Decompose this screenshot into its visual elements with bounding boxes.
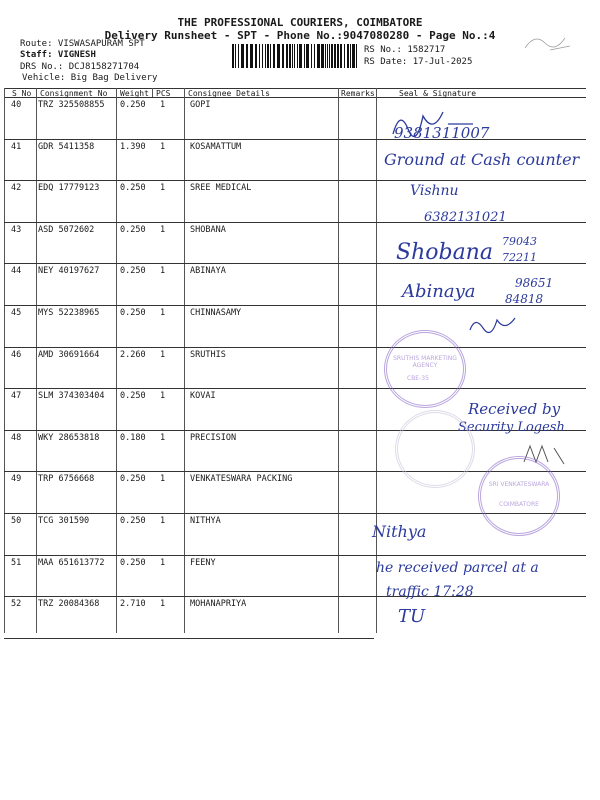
- row-sno: 43: [11, 224, 22, 235]
- row-consignment: TRZ 325508855: [38, 100, 105, 110]
- row-divider: [4, 139, 586, 140]
- row-consignee: ABINAYA: [190, 266, 226, 277]
- signature-row-40: [388, 104, 478, 144]
- handwriting-row-51b: traffic 17:28: [386, 584, 474, 600]
- barcode-bar: [282, 44, 284, 68]
- col-divider: [4, 88, 5, 633]
- drs-text: DRS No.: DCJ8158271704: [20, 62, 140, 72]
- barcode-bar: [270, 44, 271, 68]
- row-weight: 0.250: [120, 516, 146, 526]
- row-divider: [4, 638, 374, 639]
- barcode-bar: [352, 44, 355, 68]
- row-consignment: MYS 52238965: [38, 308, 100, 318]
- row-consignment: GDR 5411358: [38, 141, 95, 152]
- handwriting-row-40: 9381311007: [394, 124, 490, 142]
- barcode-bar: [329, 44, 330, 68]
- row-consignment: TCG 301590: [38, 516, 90, 526]
- col-divider: [152, 88, 153, 97]
- handwriting-row-44-num2: 84818: [505, 292, 544, 306]
- col-divider: [36, 88, 37, 633]
- row-sno: 47: [11, 391, 22, 402]
- handwriting-row-44-num1: 98651: [515, 276, 554, 290]
- row-sno: 46: [11, 349, 22, 360]
- row-pcs: 1: [160, 100, 166, 110]
- row-consignee: SREE MEDICAL: [190, 183, 252, 194]
- barcode-bar: [311, 44, 312, 68]
- row-consignee: KOVAI: [190, 391, 216, 402]
- barcode-bar: [265, 44, 266, 68]
- handwriting-row-50: Nithya: [372, 522, 427, 541]
- barcode-bar: [273, 44, 275, 68]
- handwriting-row-43-num2: 72211: [502, 251, 537, 264]
- col-divider: [184, 88, 185, 633]
- row-sno: 44: [11, 266, 22, 277]
- row-pcs: 1: [160, 599, 166, 610]
- row-weight: 0.250: [120, 224, 146, 235]
- barcode-bar: [232, 44, 234, 68]
- row-pcs: 1: [160, 266, 166, 277]
- row-pcs: 1: [160, 141, 166, 152]
- row-sno: 49: [11, 474, 22, 485]
- barcode-bar: [314, 44, 315, 68]
- barcode-bar: [289, 44, 291, 68]
- handwriting-row-42-name: Vishnu: [410, 183, 459, 199]
- col-divider: [116, 88, 117, 633]
- col-divider: [376, 88, 377, 633]
- col-consignee: Consignee Details: [188, 89, 270, 98]
- stamp-sruthis-city: CBE-35: [407, 375, 429, 382]
- row-consignment: MAA 651613772: [38, 557, 105, 568]
- handwriting-row-41: Ground at Cash counter: [384, 150, 580, 169]
- row-consignee: SRUTHIS: [190, 349, 226, 360]
- stamp-venkatesh-city: COIMBATORE: [499, 501, 539, 508]
- runsheet-table: [4, 88, 586, 633]
- handwriting-row-51: he received parcel at a: [376, 560, 539, 576]
- barcode-bar: [325, 44, 326, 68]
- barcode-bar: [286, 44, 288, 68]
- barcode-bar: [317, 44, 320, 68]
- col-pcs: PCS: [156, 89, 171, 98]
- row-consignment: NEY 40197627: [38, 266, 100, 277]
- barcode-bar: [255, 44, 257, 68]
- barcode-bar: [292, 44, 293, 68]
- row-consignee: VENKATESWARA PACKING: [190, 474, 293, 485]
- barcode-bar: [267, 44, 269, 68]
- barcode-bar: [344, 44, 345, 68]
- barcode-bar: [321, 44, 324, 68]
- row-pcs: 1: [160, 516, 166, 526]
- row-weight: 0.250: [120, 557, 146, 568]
- row-weight: 0.250: [120, 308, 146, 318]
- barcode-bar: [304, 44, 305, 68]
- barcode-bar: [337, 44, 339, 68]
- barcode-bar: [306, 44, 309, 68]
- row-pcs: 1: [160, 432, 166, 443]
- handwriting-row-42-phone: 6382131021: [424, 210, 507, 225]
- row-consignee: CHINNASAMY: [190, 308, 242, 318]
- stamp-sruthis: [384, 330, 466, 408]
- corner-mark: [520, 28, 580, 58]
- row-weight: 0.250: [120, 183, 146, 194]
- row-sno: 41: [11, 141, 22, 152]
- row-consignee: KOSAMATTUM: [190, 141, 242, 152]
- row-weight: 0.180: [120, 432, 146, 443]
- row-divider: [4, 555, 586, 556]
- barcode-bar: [235, 44, 236, 68]
- barcode-bar: [331, 44, 333, 68]
- row-consignee: FEENY: [190, 557, 216, 568]
- row-consignment: WKY 28653818: [38, 432, 100, 443]
- barcode-bar: [238, 44, 239, 68]
- barcode: [232, 44, 360, 68]
- row-pcs: 1: [160, 349, 166, 360]
- route-text: Route: VISWASAPURAM SPT: [20, 39, 145, 49]
- row-consignee: SHOBANA: [190, 224, 226, 235]
- row-divider: [4, 305, 586, 306]
- row-weight: 2.710: [120, 599, 146, 610]
- handwriting-row-52: TU: [398, 606, 426, 627]
- barcode-bar: [277, 44, 280, 68]
- col-consignment: Consignment No: [40, 89, 108, 98]
- col-sno: S No: [12, 89, 32, 98]
- barcode-bar: [340, 44, 342, 68]
- row-divider: [4, 347, 586, 348]
- row-weight: 0.250: [120, 100, 146, 110]
- row-weight: 2.260: [120, 349, 146, 360]
- row-consignee: NITHYA: [190, 516, 221, 526]
- signature-row-45: [465, 312, 525, 336]
- row-weight: 0.250: [120, 474, 146, 485]
- row-consignment: AMD 30691664: [38, 349, 100, 360]
- row-pcs: 1: [160, 183, 166, 194]
- barcode-bar: [259, 44, 260, 68]
- row-sno: 51: [11, 557, 22, 568]
- row-consignee: PRECISION: [190, 432, 237, 443]
- stamp-faint: [395, 410, 475, 488]
- barcode-bar: [241, 44, 244, 68]
- stamp-venkatesh-text: SRI VENKATESWARA: [488, 481, 550, 488]
- row-weight: 0.250: [120, 391, 146, 402]
- row-pcs: 1: [160, 557, 166, 568]
- handwriting-row-47: Received by: [468, 400, 561, 418]
- barcode-bar: [250, 44, 253, 68]
- barcode-bar: [299, 44, 302, 68]
- col-weight: Weight: [120, 89, 149, 98]
- stamp-venkatesh: [478, 456, 560, 536]
- row-consignment: TRP 6756668: [38, 474, 95, 485]
- handwriting-row-43-num1: 79043: [502, 235, 537, 248]
- row-pcs: 1: [160, 308, 166, 318]
- row-divider: [4, 180, 586, 181]
- row-weight: 1.390: [120, 141, 146, 152]
- barcode-bar: [327, 44, 328, 68]
- row-divider: [4, 388, 586, 389]
- runsheet-subtitle: Delivery Runsheet - SPT - Phone No.:9047080280 - Page No.:4: [104, 29, 496, 42]
- handwriting-row-43-name: Shobana: [396, 240, 493, 265]
- row-sno: 52: [11, 599, 22, 610]
- vehicle-text: Vehicle: Big Bag Delivery: [22, 73, 158, 83]
- barcode-bar: [294, 44, 295, 68]
- barcode-bar: [262, 44, 263, 68]
- row-consignment: TRZ 20084368: [38, 599, 100, 610]
- row-divider: [4, 263, 586, 264]
- row-consignee: MOHANAPRIYA: [190, 599, 247, 610]
- row-sno: 45: [11, 308, 22, 318]
- row-pcs: 1: [160, 474, 166, 485]
- row-consignee: GOPI: [190, 100, 211, 110]
- rs-no-text: RS No.: 1582717: [364, 45, 446, 55]
- row-weight: 0.250: [120, 266, 146, 277]
- row-sno: 42: [11, 183, 22, 194]
- row-consignment: EDQ 17779123: [38, 183, 100, 194]
- rs-date-text: RS Date: 17-Jul-2025: [364, 57, 473, 67]
- stamp-sruthis-text: SRUTHIS MARKETING AGENCY: [393, 355, 457, 369]
- handwriting-row-47b: Security Logesh: [458, 420, 565, 435]
- barcode-bar: [334, 44, 336, 68]
- company-title: THE PROFESSIONAL COURIERS, COIMBATORE: [177, 16, 423, 29]
- col-remarks: Remarks: [341, 89, 375, 98]
- row-consignment: ASD 5072602: [38, 224, 95, 235]
- col-divider: [338, 88, 339, 633]
- row-consignment: SLM 374303404: [38, 391, 105, 402]
- col-seal: Seal & Signature: [399, 89, 477, 98]
- row-sno: 50: [11, 516, 22, 526]
- row-sno: 48: [11, 432, 22, 443]
- row-pcs: 1: [160, 224, 166, 235]
- barcode-bar: [297, 44, 298, 68]
- barcode-bar: [356, 44, 357, 68]
- barcode-bar: [350, 44, 351, 68]
- row-divider: [4, 596, 586, 597]
- handwriting-row-44-name: Abinaya: [402, 281, 476, 302]
- barcode-bar: [347, 44, 349, 68]
- staff-text: Staff: VIGNESH: [20, 50, 96, 60]
- row-sno: 40: [11, 100, 22, 110]
- row-pcs: 1: [160, 391, 166, 402]
- barcode-bar: [246, 44, 248, 68]
